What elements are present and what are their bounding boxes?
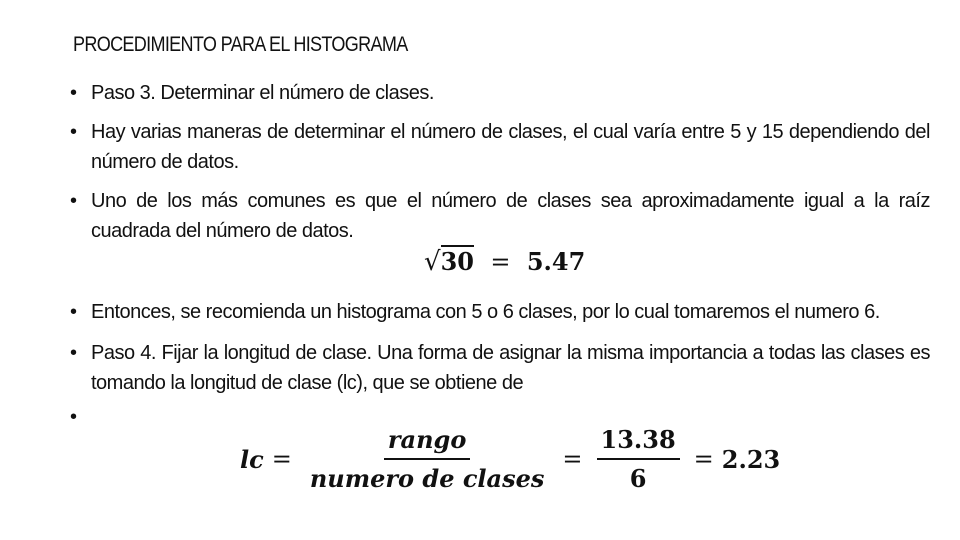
- bullet-paso-4: [70, 338, 930, 398]
- equals-sign: =: [562, 445, 583, 473]
- bullet-text: Paso 3. Determinar el número de clases.: [91, 82, 434, 104]
- formula-result: 2.23: [721, 444, 781, 474]
- fraction-numerator: 13.38: [597, 425, 680, 460]
- slide-title: PROCEDIMIENTO PARA EL HISTOGRAMA: [73, 33, 408, 56]
- radicand: 30: [440, 247, 474, 276]
- bullet-dot: •: [70, 342, 77, 364]
- equals-sign: =: [490, 248, 511, 276]
- class-length-formula: [240, 425, 780, 493]
- bullet-entonces: [70, 297, 930, 327]
- fraction-symbolic: [306, 425, 549, 493]
- formula-lhs: lc: [240, 444, 264, 474]
- bullet-dot: •: [70, 406, 77, 428]
- bullet-dot: •: [70, 190, 77, 212]
- bullet-text: Entonces, se recomienda un histograma con 5 o 6 clases, por lo cual tomaremos el numero 6.: [91, 301, 880, 323]
- bullet-paso-3: [70, 78, 930, 108]
- bullet-dot: •: [70, 301, 77, 323]
- fraction-denominator: 6: [629, 464, 647, 493]
- radical-sign: √: [424, 247, 441, 277]
- sqrt-result: 5.47: [526, 247, 586, 276]
- bullet-dot: •: [70, 121, 77, 143]
- bullet-text: Paso 4. Fijar la longitud de clase. Una forma de asignar la misma importancia a todas las clases es tomando la longitud de clase (lc), que se obtiene de: [91, 342, 930, 394]
- bullet-comunes: [70, 186, 930, 246]
- bullet-maneras: [70, 117, 930, 177]
- equals-sign: =: [271, 445, 292, 473]
- bullet-text: Uno de los más comunes es que el número de clases sea aproximadamente igual a la raíz cuadrada del número de datos.: [91, 190, 930, 242]
- fraction-numerator: rango: [384, 425, 470, 460]
- fraction-numeric: [597, 425, 680, 493]
- bullet-text: Hay varias maneras de determinar el número de clases, el cual varía entre 5 y 15 dependiendo del número de datos.: [91, 121, 930, 173]
- sqrt-equation: [424, 247, 585, 277]
- bullet-dot: •: [70, 82, 77, 104]
- fraction-denominator: numero de clases: [309, 464, 545, 493]
- equals-sign: =: [693, 445, 714, 473]
